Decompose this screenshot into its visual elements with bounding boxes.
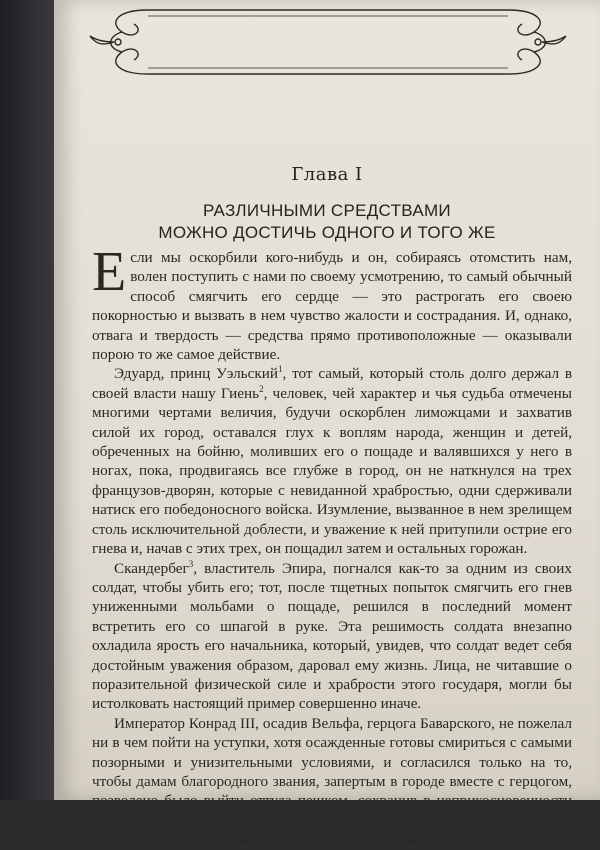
book-spine-shadow: [0, 0, 54, 800]
paragraph-2-text-a: Эдуард, принц Уэльский: [114, 365, 278, 383]
chapter-title: [54, 200, 600, 244]
chapter-title-line-1: РАЗЛИЧНЫМИ СРЕДСТВАМИ: [203, 201, 451, 220]
footnote-ref-3: 3: [188, 558, 194, 569]
paragraph-2-text-c: , человек, чей характер и чья судьба отмечены многими чертами величия, будучи оскорблен лиможцами и захватив силой их город, оставался глух к воплям народа, женщин и детей, обреченных на бойню, моливших его о пощаде и валявшихся у него в ногах, пока, продвигаясь все глубже в город, он не наткнулся на трех французов-дворян, которые с невиданной храбростью, одни сдерживали натиск его победоносного войска. Изумление, вызванное в нем зрелищем столь исключительной доблести, и уважение к ней притупили острие его гнева и, начав с этих трех, он пощадил затем и остальных горожан.: [92, 384, 572, 558]
paragraph-2-text-b: , тот самый, который столь долго держал в своей власти нашу Гиень: [92, 365, 572, 402]
paragraph-3: [92, 559, 572, 714]
footnote-ref-2: 2: [259, 383, 264, 394]
book-page: [54, 0, 600, 849]
footnote-ref-1: 1: [277, 364, 283, 375]
chapter-heading: Глава I: [291, 164, 363, 185]
chapter-title-line-2: МОЖНО ДОСТИЧЬ ОДНОГО И ТОГО ЖЕ: [158, 223, 496, 242]
drop-cap: Е: [92, 241, 127, 303]
paragraph-2: [92, 364, 572, 558]
paragraph-4: Император Конрад III, осадив Вельфа, герцога Баварского, не пожелал ни в чем пойти на уступки, хотя осажденные готовы смириться с самыми позорными и унизительными условиями, и согласился только на то, чтобы дамам благородного звания, запертым в городе вместе с герцогом, позволено было выйти оттуда пешком, сохранив в неприкосновенности свою честь и унося на себе все, что они смогут взять. Они же, руководясь великодушным порывом, решили водрузить на свои плечи: [92, 714, 572, 849]
paragraph-1-text: сли мы оскорбили кого-нибудь и он, собираясь отомстить нам, волен поступить с нами по своему усмотрению, то самый обычный способ смягчить его сердце — это растрогать его своею покорностью и вызвать в нем чувство жалости и сострадания. И, однако, отвага и твердость — средства прямо противоположные — оказывали порою то же самое действие.: [92, 249, 572, 364]
paragraph-3-text-a: Скандербег: [114, 559, 189, 577]
ornamental-frame: [78, 0, 578, 100]
paragraph-3-text-b: , властитель Эпира, погнался как-то за одним из своих солдат, чтобы убить его; тот, после тщетных попыток смягчить его гнев униженными мольбами о пощаде, решился в последний момент встретить его со шпагой в руке. Эта решимость солдата внезапно охладила ярость его начальника, который, увидев, что солдат ведет себя достойным уважения образом, даровал ему жизнь. Лица, не читавшие о поразительной физической силе и храбрости этого государя, могли бы истолковать настоящий пример совершенно иначе.: [92, 559, 572, 713]
body-text: [92, 241, 572, 850]
paragraph-1: [92, 241, 572, 364]
